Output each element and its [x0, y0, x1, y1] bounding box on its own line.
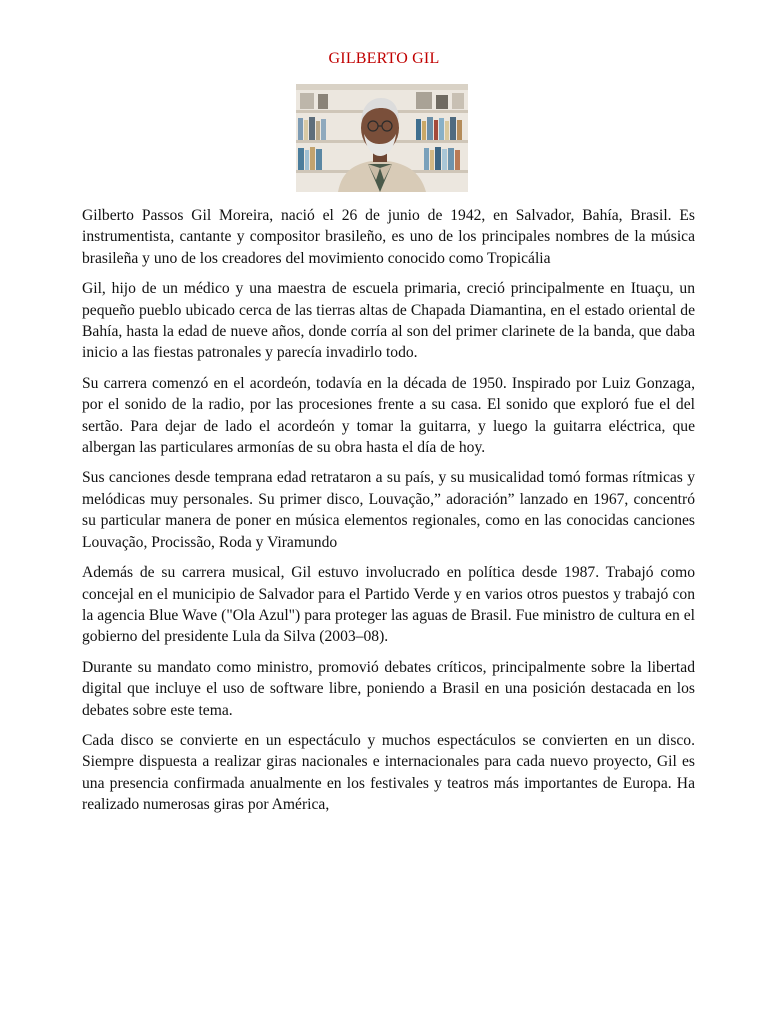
paragraph: Además de su carrera musical, Gil estuvo involucrado en política desde 1987. Trabajó como concejal en el municipio de Salvador para el Partido Verde y en varios otros puestos y trabajó con la agencia Blue Wave ("Ola Azul") para proteger las aguas de Brasil. Fue ministro de cultura en el gobierno del presidente Lula da Silva (2003–08). — [82, 564, 695, 646]
paragraph: Su carrera comenzó en el acordeón, todavía en la década de 1950. Inspirado por Luiz Gonzaga, por el sonido de la radio, por las procesiones frente a su casa. El sonido que exploró fue el del sertão. Para dejar de lado el acordeón y tomar la guitarra, y luego la guitarra eléctrica, que albergan las particulares armonías de su obra hasta el día de hoy. — [82, 374, 695, 457]
document-title: GILBERTO GIL — [328, 50, 440, 67]
paragraph: Gilberto Passos Gil Moreira, nació el 26 de junio de 1942, en Salvador, Bahía, Brasil. Es instrumentista, cantante y compositor brasileño, es uno de los principales nombres de la música brasileña y uno de los creadores del movimiento conocido como Tropicália — [82, 207, 695, 267]
document-body — [82, 205, 695, 825]
paragraph: Durante su mandato como ministro, promovió debates críticos, principalmente sobre la libertad digital que incluye el uso de software libre, poniendo a Brasil en una posición destacada en los debates sobre este tema. — [82, 658, 695, 719]
paragraph: Cada disco se convierte en un espectáculo y muchos espectáculos se convierten en un disco. Siempre dispuesta a realizar giras nacionales e internacionales para cada nuevo proyecto, Gil es una presencia confirmada anualmente en los festivales y teatros más importantes de Europa. Ha realizado numerosas giras por América, — [82, 731, 695, 814]
portrait-photo — [296, 84, 468, 192]
paragraph: Sus canciones desde temprana edad retrataron a su país, y su musicalidad tomó formas rítmicas y melódicas muy personales. Su primer disco, Louvação,” adoración” lanzado en 1967, concentró su particular manera de poner en música elementos regionales, como en las conocidas canciones Louvação, Procissão, Roda y Viramundo — [82, 469, 695, 551]
paragraph: Gil, hijo de un médico y una maestra de escuela primaria, creció principalmente en Ituaçu, un pequeño pueblo ubicado cerca de las tierras altas de Chapada Diamantina, en el estado oriental de Bahía, hasta la edad de nueve años, donde corría al son del primer clarinete de la banda, que daba inicio a las fiestas patronales y parecía invadirlo todo. — [82, 280, 695, 362]
